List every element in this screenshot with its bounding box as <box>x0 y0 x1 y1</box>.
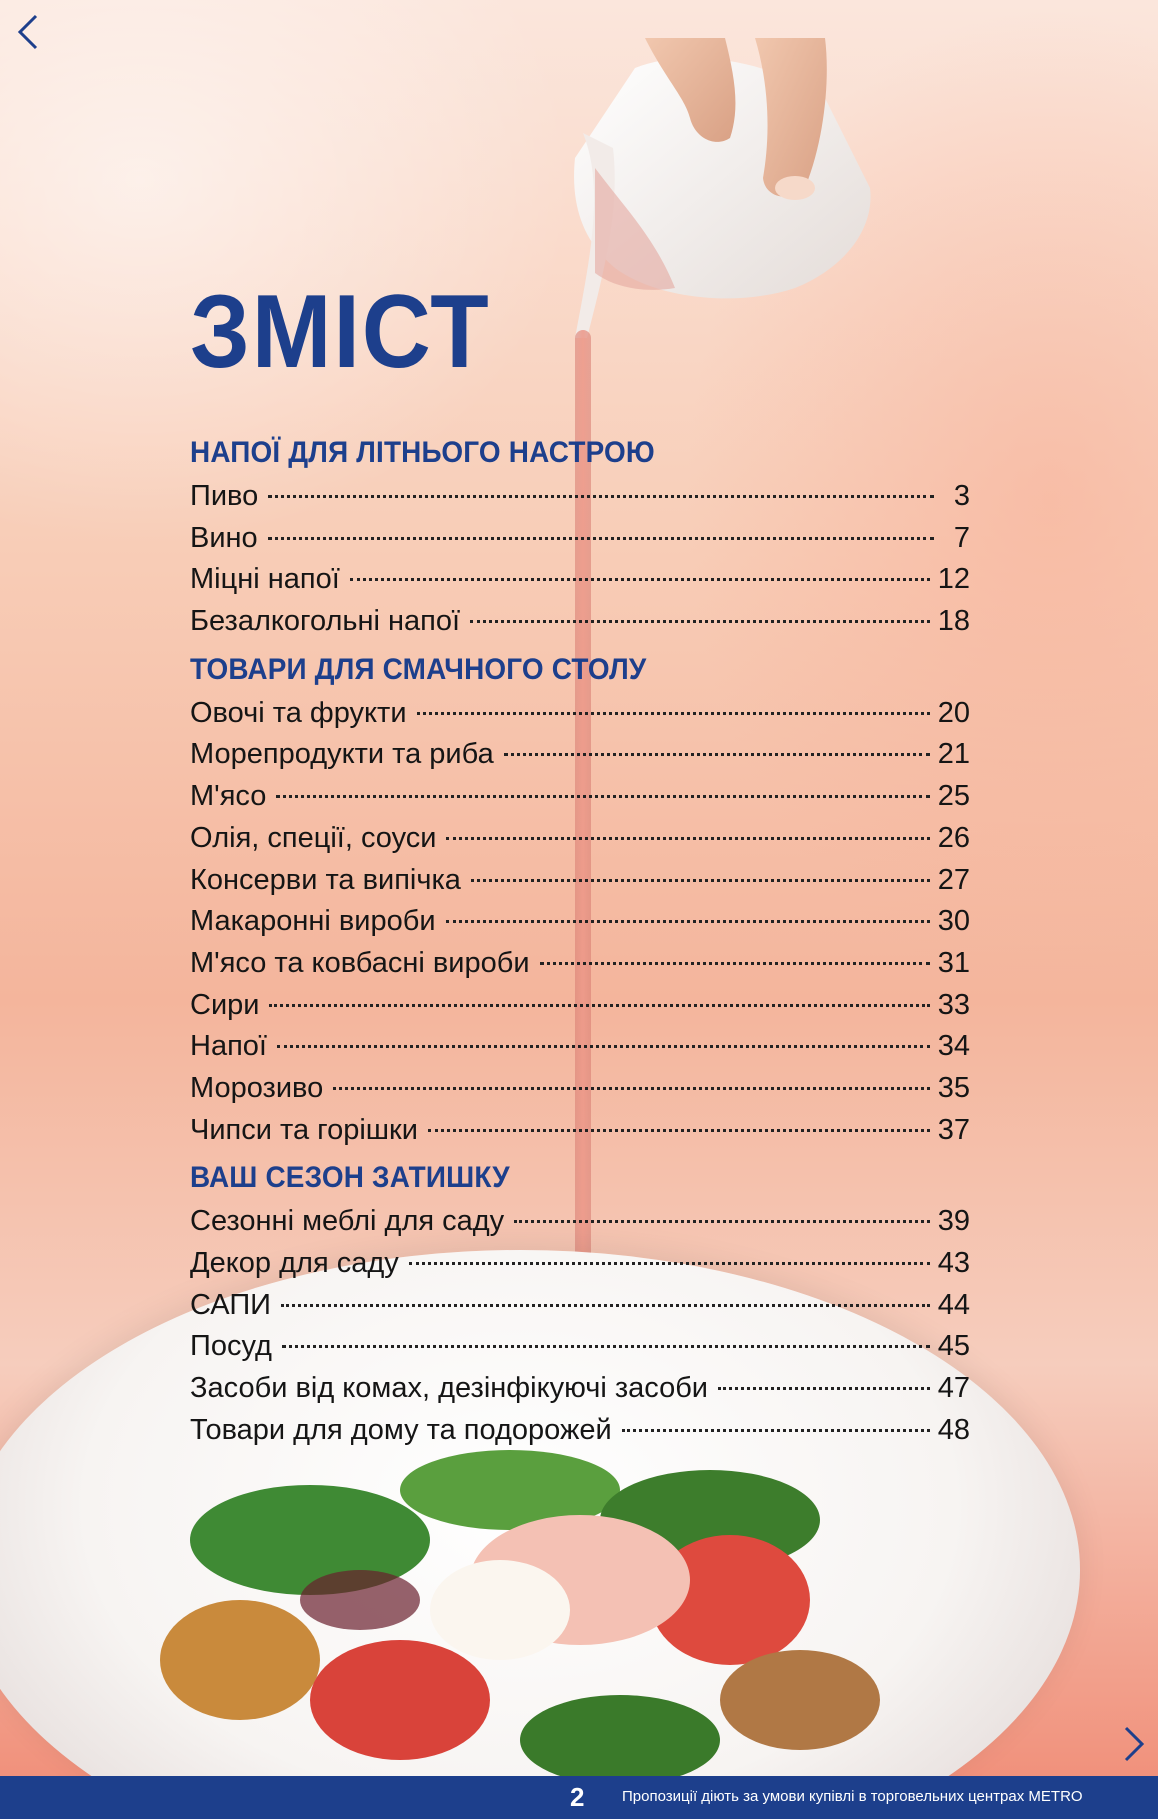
dot-leader <box>269 1004 929 1007</box>
entry-page-number: 27 <box>937 863 970 896</box>
dot-leader <box>409 1262 930 1265</box>
entry-page-number: 37 <box>937 1113 970 1146</box>
dot-leader <box>277 1045 930 1048</box>
toc-entry[interactable] <box>190 1110 970 1152</box>
entry-page-number: 39 <box>937 1205 970 1238</box>
toc-entry[interactable] <box>190 693 970 735</box>
toc-entry[interactable] <box>190 1285 970 1327</box>
entry-page-number: 45 <box>937 1330 970 1363</box>
next-page-button[interactable] <box>1114 1724 1154 1764</box>
toc-entry[interactable] <box>190 901 970 943</box>
dot-leader <box>417 712 930 715</box>
section-heading: ТОВАРИ ДЛЯ СМАЧНОГО СТОЛУ <box>190 652 647 686</box>
entry-label: М'ясо та ковбасні вироби <box>190 946 530 979</box>
entry-label: Овочі та фрукти <box>190 696 407 729</box>
entry-page-number: 7 <box>953 521 970 554</box>
entry-page-number: 3 <box>953 480 970 512</box>
entry-page-number: 48 <box>937 1413 970 1446</box>
entry-label: М'ясо <box>190 780 267 813</box>
entry-label: Сезонні меблі для саду <box>190 1205 505 1238</box>
toc-section <box>190 1155 970 1451</box>
page-title: ЗМІСТ <box>190 274 491 390</box>
dot-leader <box>622 1429 930 1432</box>
entry-label: Товари для дому та подорожей <box>190 1413 612 1446</box>
entry-label: Макаронні вироби <box>190 905 436 938</box>
toc-entry[interactable] <box>190 985 970 1027</box>
entry-page-number: 43 <box>937 1247 970 1279</box>
entry-page-number: 31 <box>937 946 970 979</box>
entry-label: Консерви та випічка <box>190 863 461 896</box>
entry-label: Напої <box>190 1030 267 1063</box>
entry-label: Морозиво <box>190 1071 324 1104</box>
toc-entry[interactable] <box>190 1068 970 1110</box>
entry-page-number: 44 <box>937 1288 970 1321</box>
dot-leader <box>446 837 929 840</box>
section-heading: ВАШ СЕЗОН ЗАТИШКУ <box>190 1161 510 1195</box>
entry-label: Пиво <box>190 480 259 512</box>
entry-label: Сири <box>190 988 260 1021</box>
entry-page-number: 12 <box>937 563 970 596</box>
toc-entry[interactable] <box>190 518 970 560</box>
toc-entry[interactable] <box>190 776 970 818</box>
entry-page-number: 33 <box>937 988 970 1021</box>
dot-leader <box>282 1345 930 1348</box>
dot-leader <box>428 1129 930 1132</box>
footer-page-number: 2 <box>570 1782 585 1812</box>
toc-entry[interactable] <box>190 1410 970 1452</box>
toc-section <box>190 430 970 643</box>
table-of-contents <box>190 430 970 1451</box>
entry-label: Засоби від комах, дезінфікуючі засоби <box>190 1372 709 1405</box>
toc-entry[interactable] <box>190 559 970 601</box>
entry-page-number: 21 <box>937 738 970 771</box>
dot-leader <box>504 753 930 756</box>
toc-entry[interactable] <box>190 734 970 776</box>
dot-leader <box>471 879 930 882</box>
salad-illustration <box>150 1450 910 1790</box>
footer-bar <box>0 1776 1158 1819</box>
toc-entry[interactable] <box>190 1201 970 1243</box>
dot-leader <box>540 962 930 965</box>
entry-page-number: 30 <box>937 905 970 938</box>
entry-label: Чипси та горішки <box>190 1113 418 1146</box>
toc-entry[interactable] <box>190 860 970 902</box>
dot-leader <box>350 578 930 581</box>
toc-entry[interactable] <box>190 1243 970 1285</box>
entry-label: Міцні напої <box>190 563 340 596</box>
entry-page-number: 20 <box>937 696 970 729</box>
entry-label: Посуд <box>190 1330 272 1363</box>
entry-page-number: 47 <box>937 1372 970 1405</box>
chevron-right-icon <box>1120 1724 1148 1764</box>
previous-page-button[interactable] <box>8 12 48 52</box>
entry-page-number: 34 <box>937 1030 970 1063</box>
entry-page-number: 35 <box>937 1071 970 1104</box>
entry-label: САПИ <box>190 1288 272 1321</box>
entry-page-number: 26 <box>937 821 970 854</box>
entry-page-number: 25 <box>937 780 970 813</box>
footer-note: Пропозиції діють за умови купівлі в торговельних центрах METRO <box>622 1788 1083 1805</box>
entry-page-number: 18 <box>937 605 970 638</box>
dot-leader <box>446 920 930 923</box>
dot-leader <box>268 495 934 498</box>
entry-label: Олія, спеції, соуси <box>190 821 437 854</box>
chevron-left-icon <box>14 12 42 52</box>
dot-leader <box>281 1304 930 1307</box>
toc-entry[interactable] <box>190 1326 970 1368</box>
dot-leader <box>276 795 929 798</box>
dot-leader <box>470 620 930 623</box>
dot-leader <box>333 1087 929 1090</box>
toc-entry[interactable] <box>190 601 970 643</box>
toc-entry[interactable] <box>190 1026 970 1068</box>
dot-leader <box>718 1387 930 1390</box>
toc-entry[interactable] <box>190 1368 970 1410</box>
entry-label: Вино <box>190 521 258 554</box>
entry-label: Морепродукти та риба <box>190 738 494 771</box>
dot-leader <box>268 537 934 540</box>
toc-entry[interactable] <box>190 818 970 860</box>
section-heading: НАПОЇ ДЛЯ ЛІТНЬОГО НАСТРОЮ <box>190 436 655 469</box>
entry-label: Декор для саду <box>190 1247 399 1279</box>
toc-section <box>190 647 970 1152</box>
pitcher-illustration <box>525 38 885 368</box>
dot-leader <box>514 1220 930 1223</box>
entry-label: Безалкогольні напої <box>190 605 461 638</box>
toc-entry[interactable] <box>190 943 970 985</box>
toc-entry[interactable] <box>190 476 970 518</box>
